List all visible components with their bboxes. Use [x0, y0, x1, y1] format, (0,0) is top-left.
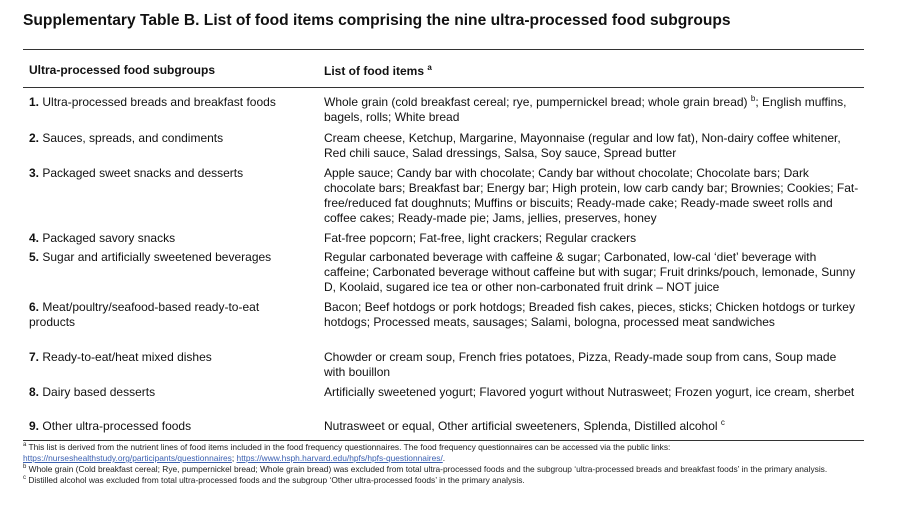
food-items-text-tail: ; English muffins, bagels, rolls; White bread: [324, 95, 847, 124]
row-number: 5.: [29, 250, 40, 264]
row-number: 3.: [29, 166, 40, 180]
food-items-text: Whole grain (cold breakfast cereal; rye, pumpernickel bread; whole grain bread): [324, 95, 748, 109]
subgroup-name: Sugar and artificially sweetened beverages: [42, 250, 272, 264]
footnote-b-text: Whole grain (Cold breakfast cereal; Rye, pumpernickel bread; Whole grain bread) was excluded from total ultra-processed foods and the subgroup ‘ultra-processed breads and breakfast foods’ in the primary analysis.: [28, 464, 828, 474]
table-row: [0, 131, 908, 166]
footnote-c: [23, 475, 873, 486]
food-items-cell: [324, 166, 860, 231]
table-row: [0, 419, 908, 435]
footnote-a-end: .: [442, 453, 446, 463]
table-body: [0, 95, 908, 435]
food-items-text: Bacon; Beef hotdogs or pork hotdogs; Breaded fish cakes, pieces, sticks; Chicken hotdogs or turkey hotdogs; Processed meats, sausages; Salami, bologna, processed meat sandwiches: [324, 300, 855, 329]
subgroup-cell: [0, 166, 324, 231]
subgroup-name: Packaged savory snacks: [42, 231, 176, 245]
food-items-cell: [324, 231, 860, 250]
footnote-a-mark: a: [23, 442, 27, 449]
food-items-text: Artificially sweetened yogurt; Flavored yogurt without Nutrasweet; Frozen yogurt, ice cream, sherbet: [324, 385, 855, 399]
food-items-cell: [324, 300, 860, 350]
subgroup-cell: [0, 131, 324, 166]
footnote-mark: b: [750, 94, 756, 103]
subgroup-name: Packaged sweet snacks and desserts: [42, 166, 244, 180]
subgroup-cell: [0, 95, 324, 131]
subgroup-cell: [0, 250, 324, 300]
food-items-cell: [324, 131, 860, 166]
subgroup-cell: [0, 300, 324, 350]
header-subgroups: Ultra-processed food subgroups: [29, 63, 216, 77]
row-number: 1.: [29, 95, 40, 109]
header-food-items-label: List of food items: [324, 64, 424, 78]
table-row: [0, 166, 908, 231]
subgroup-name: Ready-to-eat/heat mixed dishes: [42, 350, 212, 364]
table-row: [0, 350, 908, 385]
subgroup-name: Other ultra-processed foods: [42, 419, 192, 433]
food-items-cell: [324, 350, 860, 385]
food-items-cell: [324, 250, 860, 300]
subgroup-name: Meat/poultry/seafood-based ready-to-eat products: [29, 300, 260, 329]
subgroup-cell: [0, 419, 324, 435]
row-number: 8.: [29, 385, 40, 399]
footnote-c-mark: c: [23, 475, 26, 482]
food-items-cell: [324, 385, 860, 419]
footnote-a: [23, 442, 873, 464]
row-number: 6.: [29, 300, 40, 314]
footnote-b: [23, 464, 873, 475]
table-row: [0, 300, 908, 350]
row-number: 7.: [29, 350, 40, 364]
footnote-a-text: This list is derived from the nutrient lines of food items included in the food frequency questionnaires. The food frequency questionnaires can be accessed via the public links:: [28, 442, 671, 452]
food-items-text: Chowder or cream soup, French fries potatoes, Pizza, Ready-made soup from cans, Soup made with bouillon: [324, 350, 837, 379]
food-items-text: Nutrasweet or equal, Other artificial sweeteners, Splenda, Distilled alcohol: [324, 419, 718, 433]
food-items-text: Apple sauce; Candy bar with chocolate; Candy bar without chocolate; Chocolate bars; Dark chocolate bars; Breakfast bar; Energy bar; High protein, low carb candy bar; Brownies; Cookies; Fat-free/reduced fat doughnuts; Muffins or biscuits; Ready-made cake; Ready-made sweet rolls and coffee cakes; Ready-made pie; Jams, jellies, preserves, honey: [324, 166, 859, 225]
row-number: 2.: [29, 131, 40, 145]
header-food-items: [324, 63, 432, 78]
footnote-a-separator: ;: [231, 453, 237, 463]
footnote-mark: c: [720, 418, 725, 427]
subgroup-name: Sauces, spreads, and condiments: [42, 131, 224, 145]
food-items-text: Fat-free popcorn; Fat-free, light crackers; Regular crackers: [324, 231, 637, 245]
nurses-health-study-link[interactable]: https://nurseshealthstudy.org/participants/questionnaires: [23, 453, 232, 463]
top-rule: [23, 49, 864, 50]
header-rule: [23, 87, 864, 88]
bottom-rule: [23, 440, 864, 441]
row-number: 4.: [29, 231, 40, 245]
row-number: 9.: [29, 419, 40, 433]
header-footnote-mark: a: [427, 63, 432, 72]
subgroup-name: Ultra-processed breads and breakfast foods: [42, 95, 276, 109]
hpfs-questionnaires-link[interactable]: https://www.hsph.harvard.edu/hpfs/hpfs-questionnaires/: [236, 453, 443, 463]
subgroup-cell: [0, 231, 324, 250]
footnote-b-mark: b: [23, 464, 27, 471]
footnotes: [23, 442, 873, 486]
footnote-c-text: Distilled alcohol was excluded from total ultra-processed foods and the subgroup ‘Other ultra-processed foods’ in the primary analysis.: [28, 475, 525, 485]
table-title: Supplementary Table B. List of food items comprising the nine ultra-processed food subgroups: [23, 12, 731, 29]
table-row: [0, 231, 908, 250]
subgroup-name: Dairy based desserts: [42, 385, 156, 399]
subgroup-cell: [0, 350, 324, 385]
table-row: [0, 250, 908, 300]
food-items-text: Regular carbonated beverage with caffeine & sugar; Carbonated, low-cal ‘diet’ beverage with caffeine; Carbonated beverage without caffeine but with sugar; Fruit drinks/pouch, lemonade, Sunny D, Koolaid, sugared ice tea or other non-carbonated fruit drink – NOT juice: [324, 250, 856, 294]
food-items-cell: [324, 419, 860, 435]
table-row: [0, 385, 908, 419]
subgroup-cell: [0, 385, 324, 419]
table-row: [0, 95, 908, 131]
food-items-cell: [324, 95, 860, 131]
food-items-text: Cream cheese, Ketchup, Margarine, Mayonnaise (regular and low fat), Non-dairy coffee whitener, Red chili sauce, Salad dressings, Salsa, Soy sauce, Spread butter: [324, 131, 841, 160]
